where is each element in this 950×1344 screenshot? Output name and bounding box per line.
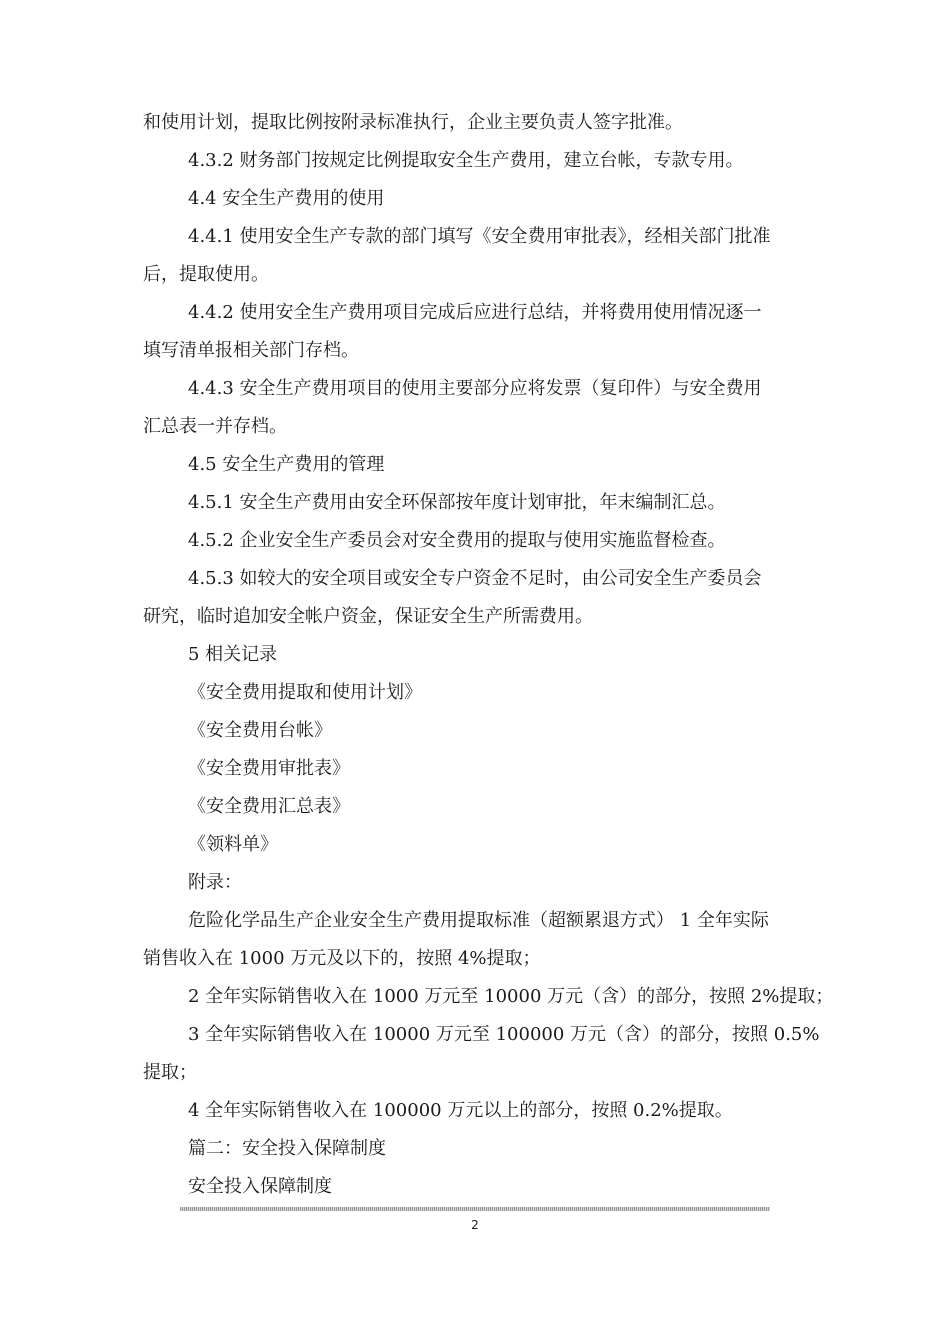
paragraph-line: 4.5.3 如较大的安全项目或安全专户资金不足时，由公司安全生产委员会 <box>188 568 762 589</box>
paragraph-line: 《安全费用汇总表》 <box>188 796 350 817</box>
paragraph-line: 安全投入保障制度 <box>188 1176 332 1197</box>
paragraph-line: 4.5.1 安全生产费用由安全环保部按年度计划审批，年末编制汇总。 <box>188 492 726 513</box>
paragraph-line: 2 全年实际销售收入在 1000 万元至 10000 万元（含）的部分，按照 2%提取； <box>188 986 834 1007</box>
paragraph-line: 4 全年实际销售收入在 100000 万元以上的部分，按照 0.2%提取。 <box>188 1100 733 1121</box>
paragraph-line: 和使用计划，提取比例按附录标准执行，企业主要负责人签字批准。 <box>143 112 683 133</box>
page-body <box>143 104 834 1206</box>
paragraph-line: 4.4 安全生产费用的使用 <box>188 188 385 209</box>
paragraph-line: 4.4.2 使用安全生产费用项目完成后应进行总结，并将费用使用情况逐一 <box>188 302 762 323</box>
paragraph-line: 填写清单报相关部门存档。 <box>143 340 359 361</box>
paragraph-line: 《安全费用提取和使用计划》 <box>188 682 422 703</box>
paragraph-line: 危险化学品生产企业安全生产费用提取标准（超额累退方式） 1 全年实际 <box>188 910 769 931</box>
paragraph-line: 研究，临时追加安全帐户资金，保证安全生产所需费用。 <box>143 606 593 627</box>
paragraph-line: 4.5.2 企业安全生产委员会对安全费用的提取与使用实施监督检查。 <box>188 530 726 551</box>
page-number: 2 <box>471 1218 479 1232</box>
footer-divider <box>180 1207 770 1211</box>
paragraph-line: 4.4.3 安全生产费用项目的使用主要部分应将发票（复印件）与安全费用 <box>188 378 762 399</box>
paragraph-line: 汇总表一并存档。 <box>143 416 287 437</box>
paragraph-line: 《安全费用台帐》 <box>188 720 332 741</box>
paragraph-line: 附录： <box>188 872 242 893</box>
paragraph-line: 篇二：安全投入保障制度 <box>188 1138 386 1159</box>
paragraph-line: 《安全费用审批表》 <box>188 758 350 779</box>
paragraph-line: 3 全年实际销售收入在 10000 万元至 100000 万元（含）的部分，按照 0.5% <box>188 1024 820 1045</box>
paragraph-line: 后，提取使用。 <box>143 264 269 285</box>
paragraph-line: 销售收入在 1000 万元及以下的，按照 4%提取； <box>143 948 541 969</box>
paragraph-line: 5 相关记录 <box>188 644 278 665</box>
paragraph-line: 提取； <box>143 1062 197 1083</box>
paragraph-line: 4.4.1 使用安全生产专款的部门填写《安全费用审批表》，经相关部门批准 <box>188 226 771 247</box>
paragraph-line: 《领料单》 <box>188 834 278 855</box>
paragraph-line: 4.5 安全生产费用的管理 <box>188 454 385 475</box>
paragraph-line: 4.3.2 财务部门按规定比例提取安全生产费用，建立台帐，专款专用。 <box>188 150 744 171</box>
